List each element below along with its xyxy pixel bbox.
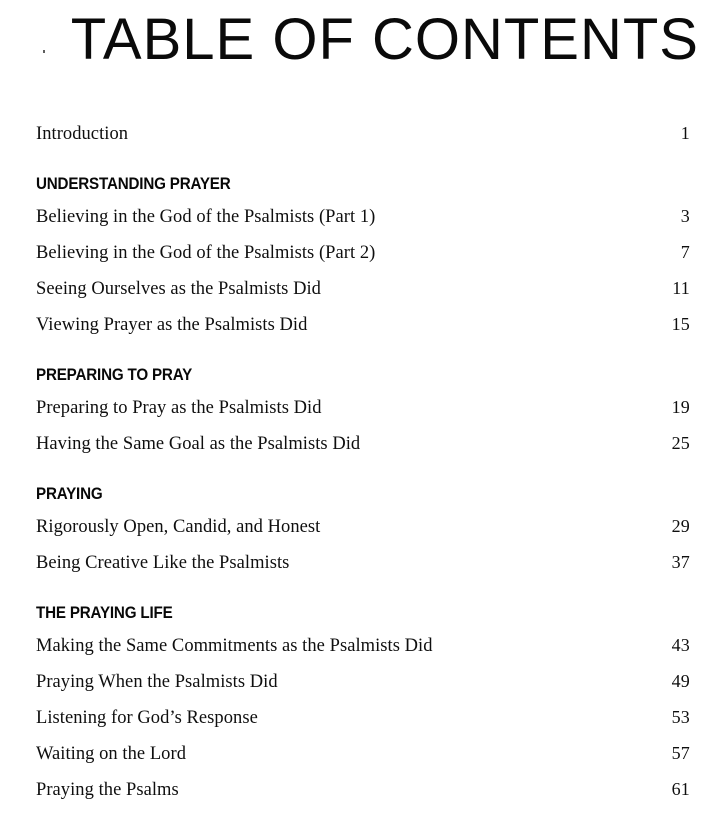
toc-entry-page-number: 53 [671,707,690,727]
toc-entry-title: Listening for God’s Response [36,708,258,728]
toc-entry-page-number: 7 [680,242,690,262]
spacer [36,145,690,175]
toc-entry[interactable] [36,551,690,574]
toc-entry-page-number: 37 [671,552,690,572]
spacer [36,455,690,485]
toc-entry-page-number: 19 [671,397,690,417]
spacer [36,622,690,634]
spacer [36,729,690,742]
toc-entry[interactable] [36,313,690,336]
toc-entry[interactable] [36,742,690,765]
spacer [36,193,690,205]
spacer [36,228,690,241]
toc-entry-title: Seeing Ourselves as the Psalmists Did [36,279,321,299]
spacer [36,538,690,551]
toc-entry-title: Preparing to Pray as the Psalmists Did [36,398,322,418]
spacer [36,503,690,515]
toc-section-heading: PREPARING TO PRAY [36,366,193,384]
page-title: TABLE OF CONTENTS [70,7,699,72]
toc-section-heading: PRAYING [36,485,103,503]
toc-entry-page-number: 15 [671,314,690,334]
toc-entry-page-number: 3 [680,206,690,226]
toc-entry[interactable] [36,277,690,300]
toc-entry[interactable] [36,432,690,455]
toc-entry[interactable] [36,778,690,801]
toc-section-heading: THE PRAYING LIFE [36,604,173,622]
spacer [36,264,690,277]
toc-entry[interactable] [36,241,690,264]
toc-entry-title: Viewing Prayer as the Psalmists Did [36,315,308,335]
toc-entry-page-number: 11 [672,278,690,298]
toc-entry[interactable] [36,634,690,657]
spacer [36,693,690,706]
toc-entry[interactable] [36,396,690,419]
spacer [36,300,690,313]
toc-entry[interactable] [36,670,690,693]
toc-section-heading: UNDERSTANDING PRAYER [36,175,231,193]
spacer [36,574,690,604]
spacer [36,384,690,396]
toc-entry-page-number: 61 [671,779,690,799]
toc-entry[interactable] [36,515,690,538]
toc-entry-title: Being Creative Like the Psalmists [36,553,290,573]
toc-entry-title: Rigorously Open, Candid, and Honest [36,517,321,537]
spacer [36,419,690,432]
toc-entry-title: Praying When the Psalmists Did [36,672,278,692]
toc-entry-title: Believing in the God of the Psalmists (Part 2) [36,243,376,263]
spacer [36,657,690,670]
spacer [36,0,690,122]
toc-entry-title: Believing in the God of the Psalmists (Part 1) [36,207,376,227]
toc-entry-page-number: 25 [671,433,690,453]
toc-entry[interactable] [36,205,690,228]
toc-entry-title: Waiting on the Lord [36,744,186,764]
toc-entry-title: Praying the Psalms [36,780,179,800]
toc-entry-title: Having the Same Goal as the Psalmists Did [36,434,361,454]
spacer [36,765,690,778]
toc-entry[interactable] [36,706,690,729]
toc-entry-page-number: 49 [671,671,690,691]
toc-entry-list [36,0,690,801]
toc-entry-title: Introduction [36,124,129,144]
toc-entry-page-number: 43 [671,635,690,655]
toc-entry-page-number: 29 [671,516,690,536]
toc-entry-page-number: 57 [671,743,690,763]
spacer [36,336,690,366]
toc-entry[interactable] [36,122,690,145]
toc-entry-page-number: 1 [680,123,690,143]
toc-entry-title: Making the Same Commitments as the Psalmists Did [36,636,433,656]
